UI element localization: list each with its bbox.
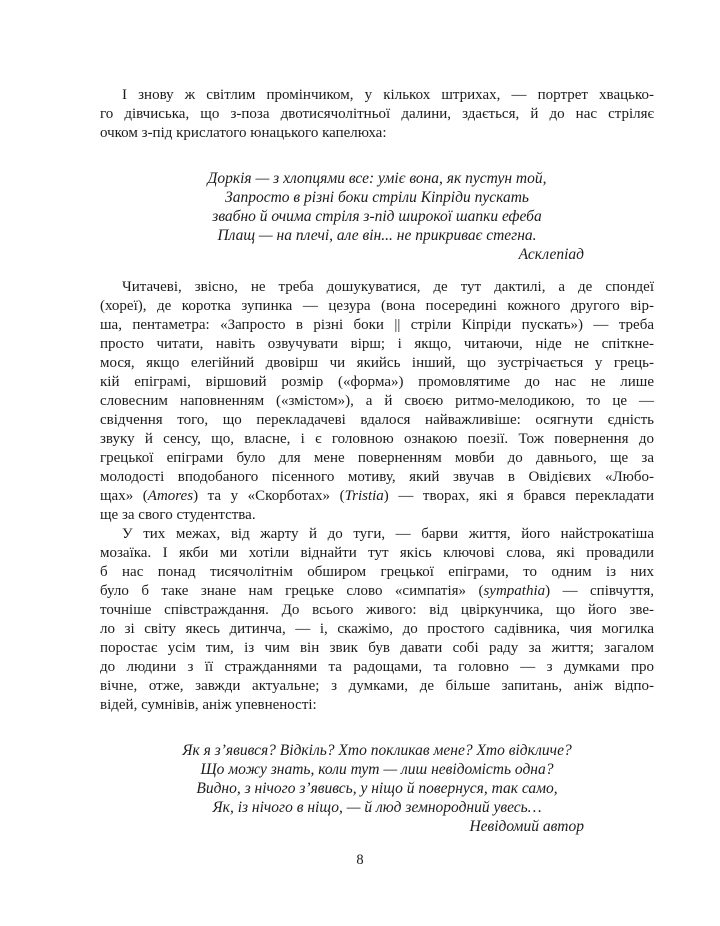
paragraph-line: до людини з її стражданнями та радощами, та головно — з думками про: [100, 659, 654, 675]
paragraph-line: І знову ж світлим промінчиком, у кількох штрихах, — портрет хвацько-: [122, 87, 654, 103]
verse-line: Доркія — з хлопцями все: уміє вона, як пустун той,: [207, 170, 547, 187]
paragraph-line: точніше співстраждання. До всього живого: від цвіркунчика, що його зве-: [100, 602, 654, 618]
verse-attribution: Невідомий автор: [469, 818, 584, 835]
paragraph-line: вічне, отже, завжди актуальне; з думками, де більше запитань, аніж відпо-: [100, 678, 654, 694]
paragraph-line: (хореї), де коротка зупинка — цезура (вона посередині кожного другого вір-: [100, 298, 654, 314]
paragraph-line: молодості вподобаного пісенного мотиву, який звучав в Овідієвих «Любо-: [100, 469, 654, 485]
page-body: [100, 86, 654, 850]
paragraph-line: очком з-під крислатого юнацького капелюха:: [100, 125, 387, 141]
paragraph-line: грецької епіграми було для мене поверненням мовби до давнього, ще за: [100, 450, 654, 466]
paragraph-line: го дівчиська, що з-поза двотисячолітньої далини, здається, й до нас стріляє: [100, 106, 654, 122]
paragraph-line: ло зі світу якесь дитинча, — і, скажімо, до простого садівника, чия могилка: [100, 621, 654, 637]
paragraph-line: ша, пентаметра: «Запросто в різні боки || стріли Кіпріди пускать») — треба: [100, 317, 654, 333]
paragraph-line: відей, сумнівів, аніж упевненості:: [100, 697, 317, 713]
verse-line: Як, із нічого в ніщо, — й люд земнородний увесь…: [212, 799, 542, 816]
verse-line: Що можу знать, коли тут — лиш невідомість одна?: [200, 761, 554, 778]
paragraph-line: ще за свого студентства.: [100, 507, 256, 523]
paragraph-line: просто читати, навіть озвучувати вірш; і якщо, читаючи, ніде не спіткне-: [100, 336, 654, 352]
verse-line: Видно, з нічого з’явивсь, у ніщо й повернуся, так само,: [196, 780, 558, 797]
paragraph-line: кій епіграмі, віршовий розмір («форма») промовлятиме до нас не лише: [100, 374, 654, 390]
paragraph-line: свідчення того, що перекладачеві вдалося найважливіше: осягнути єдність: [100, 412, 654, 428]
paragraph-line: б нас понад тисячолітнім обширом грецької епіграми, то одним із них: [100, 564, 654, 580]
page-number: 8: [356, 852, 364, 868]
verse-line: Запросто в різні боки стріли Кіпріди пускать: [225, 189, 529, 206]
italic-run: sympathia: [483, 583, 546, 599]
verse-attribution: Асклепіад: [518, 246, 584, 263]
paragraph-line: [100, 487, 654, 506]
text-run: було б таке знане нам грецьке слово «симпатія» (: [100, 583, 484, 599]
text-run: ) — співчуття,: [545, 583, 654, 599]
paragraph-line: [100, 582, 654, 601]
paragraph-line: мося, якщо елегійний двовірш чи якийсь інший, що зустрічається у грець-: [100, 355, 654, 371]
verse-line: Плащ — на плечі, але він... не прикриває стегна.: [217, 227, 537, 244]
paragraph-line: поростає усім тим, із чим він звик був давати собі раду за життя; загалом: [100, 640, 654, 656]
verse-line: звабно й очима стріля з-під широкої шапки ефеба: [212, 208, 542, 225]
paragraph-line: мозаїка. І якби ми хотіли віднайти тут якісь ключові слова, які провадили: [100, 545, 654, 561]
text-run: щах» (: [100, 488, 148, 504]
paragraph-line: У тих межах, від жарту й до туги, — барви життя, його найстрокатіша: [122, 526, 654, 542]
italic-run: Tristia: [344, 488, 384, 504]
verse-block: [100, 741, 654, 836]
italic-run: Amores: [147, 488, 194, 504]
text-run: ) та у «Скорботах» (: [193, 488, 345, 504]
verse-line: Як я з’явився? Відкіль? Хто покликав мене? Хто відкличе?: [182, 742, 572, 759]
paragraph-line: звуку й сенсу, що, власне, і є головною ознакою поезії. Тож повернення до: [100, 431, 654, 447]
paragraph-line: словесним наповненням («змістом»), а й своєю ритмо-мелодикою, то це —: [100, 393, 654, 409]
paragraph: [100, 525, 654, 715]
verse-block: [100, 169, 654, 264]
text-run: ) — творах, які я брався перекладати: [383, 488, 655, 504]
paragraph-line: Читачеві, звісно, не треба дошукуватися, де тут дактилі, а де спондеї: [122, 279, 654, 295]
paragraph: [100, 278, 654, 525]
paragraph: [100, 86, 654, 143]
